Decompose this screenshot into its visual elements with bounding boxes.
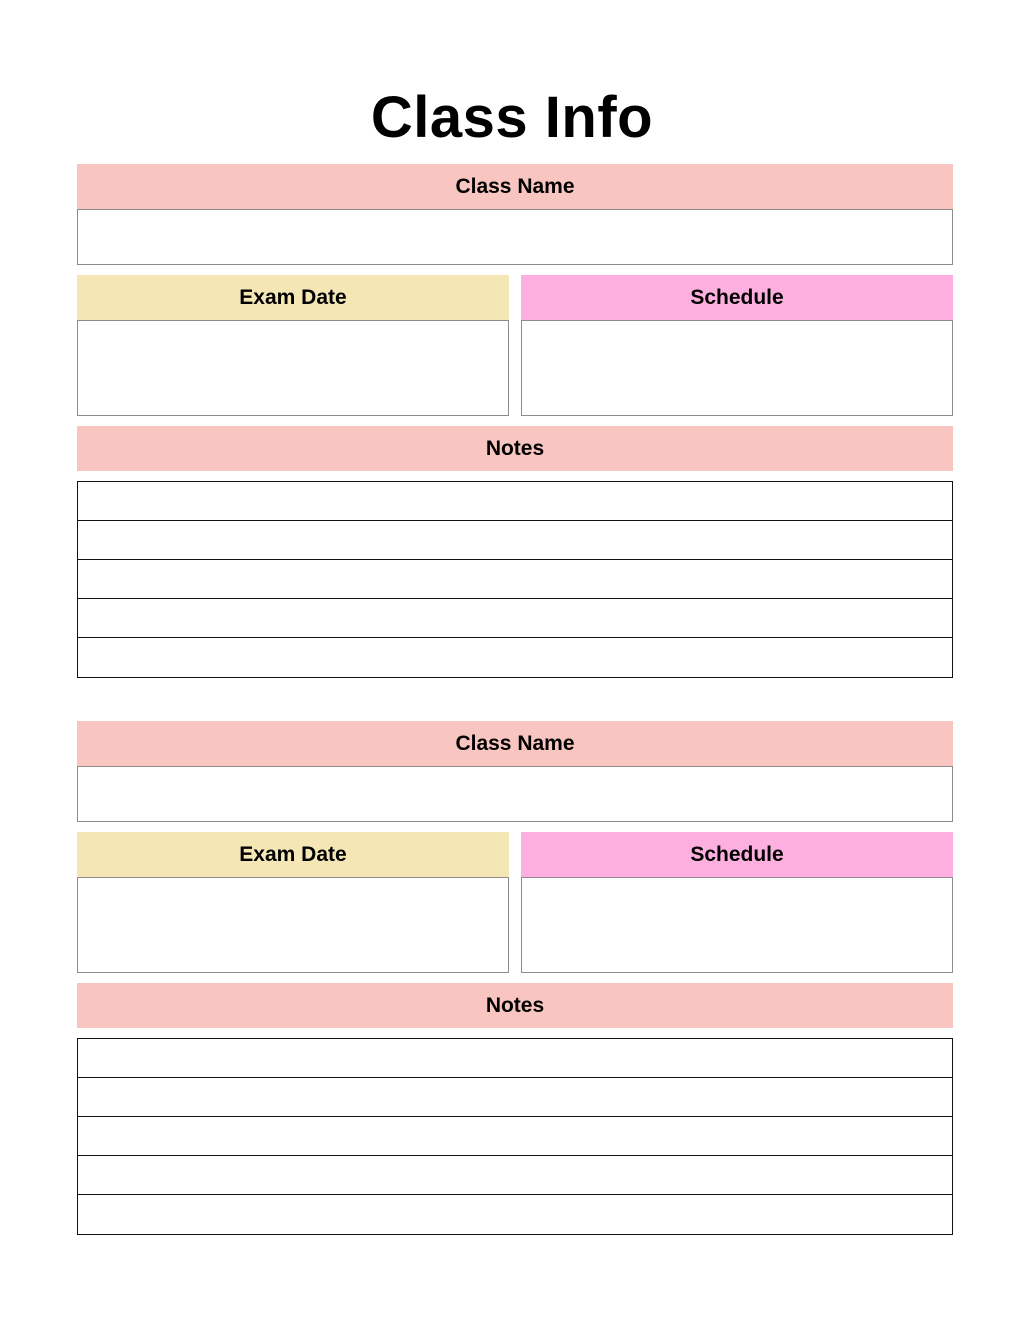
- notes-line[interactable]: [78, 1156, 952, 1195]
- exam-date-header: Exam Date: [77, 832, 509, 877]
- exam-date-header: Exam Date: [77, 275, 509, 320]
- notes-header: Notes: [77, 983, 953, 1028]
- page-title: Class Info: [370, 85, 654, 150]
- schedule-header: Schedule: [521, 275, 953, 320]
- schedule-field[interactable]: [521, 877, 953, 973]
- exam-date-column: [77, 832, 509, 973]
- exam-schedule-row: [77, 832, 953, 973]
- notes-line[interactable]: [78, 521, 952, 560]
- notes-line[interactable]: [78, 1039, 952, 1078]
- notes-line[interactable]: [78, 560, 952, 599]
- class-name-field[interactable]: [77, 209, 953, 265]
- schedule-column: [521, 275, 953, 416]
- exam-schedule-row: [77, 275, 953, 416]
- notes-line[interactable]: [78, 482, 952, 521]
- schedule-column: [521, 832, 953, 973]
- class-name-field[interactable]: [77, 766, 953, 822]
- exam-date-field[interactable]: [77, 320, 509, 416]
- schedule-header: Schedule: [521, 832, 953, 877]
- notes-line[interactable]: [78, 1117, 952, 1156]
- notes-line[interactable]: [78, 1078, 952, 1117]
- exam-date-column: [77, 275, 509, 416]
- class-name-header: Class Name: [77, 721, 953, 766]
- class-section-2: [77, 721, 953, 1235]
- class-section-1: [77, 164, 953, 678]
- notes-header: Notes: [77, 426, 953, 471]
- notes-lines: [77, 481, 953, 678]
- notes-line[interactable]: [78, 1195, 952, 1234]
- class-name-header: Class Name: [77, 164, 953, 209]
- schedule-field[interactable]: [521, 320, 953, 416]
- exam-date-field[interactable]: [77, 877, 509, 973]
- notes-lines: [77, 1038, 953, 1235]
- notes-line[interactable]: [78, 599, 952, 638]
- notes-line[interactable]: [78, 638, 952, 677]
